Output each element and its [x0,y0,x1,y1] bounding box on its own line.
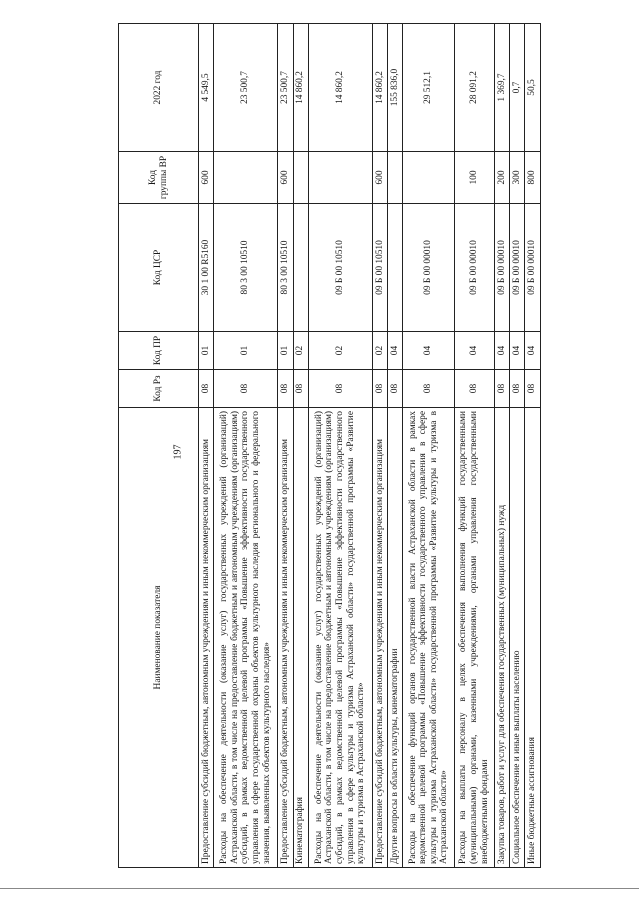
row-name: Закупка товаров, работ и услуг для обеспечения государственных (муниципальных) нужд [494,408,509,868]
row-pr: 04 [525,332,541,370]
row-csr: 30 1 00 R5160 [199,204,214,332]
row-vr [293,152,308,204]
rotated-table-container [118,24,541,868]
row-vr: 800 [525,152,541,204]
row-rz: 08 [308,370,372,408]
table-row [199,24,214,868]
row-amount: 23 500,7 [278,24,293,152]
row-csr [388,204,403,332]
table-row [510,24,525,868]
budget-table [118,23,541,868]
row-pr: 01 [278,332,293,370]
row-rz: 08 [388,370,403,408]
row-amount: 50,5 [525,24,541,152]
row-rz: 08 [510,370,525,408]
row-amount: 4 549,5 [199,24,214,152]
row-csr: 09 Б 00 00010 [494,204,509,332]
row-name: Предоставление субсидий бюджетным, автономным учреждениям и иным некоммерческим организациям [199,408,214,868]
table-row [278,24,293,868]
row-rz: 08 [278,370,293,408]
header-year: 2022 год [119,24,199,152]
row-name: Иные бюджетные ассигнования [525,408,541,868]
header-rz: Код Рз [119,370,199,408]
table-row [214,24,278,868]
row-csr: 09 Б 00 10510 [372,204,387,332]
row-name: Кинематография [293,408,308,868]
table-row [372,24,387,868]
table-row [455,24,495,868]
table-row [403,24,455,868]
row-name: Расходы на обеспечение деятельности (оказание услуг) государственных учреждений (организаций) Астраханской области, в том числе на предоставление бюджетным и автономным учреждениям (организациям) субсидий, в рамках ведомственной целевой программы «Повышение эффективности государственного управления в сфере культуры и туризма Астраханской области» государственной программы «Развитие культуры и туризма в Астраханской области» [308,408,372,868]
row-name: Другие вопросы в области культуры, кинематографии [388,408,403,868]
row-csr: 09 Б 00 00010 [455,204,495,332]
row-rz: 08 [199,370,214,408]
row-csr: 80 3 00 10510 [278,204,293,332]
row-amount: 155 836,0 [388,24,403,152]
row-amount: 29 512,1 [403,24,455,152]
row-pr: 02 [308,332,372,370]
header-name: Наименование показателя [119,408,199,868]
row-csr: 80 3 00 10510 [214,204,278,332]
row-pr: 04 [494,332,509,370]
header-vr: Код группы ВР [119,152,199,204]
row-vr [388,152,403,204]
row-name: Расходы на выплаты персоналу в целях обеспечения выполнения функций государственными (муниципальными) органами, казенными учреждениями, органами управления государственными внебюджетными фондами [455,408,495,868]
row-vr [308,152,372,204]
row-name: Расходы на обеспечение деятельности (оказание услуг) государственных учреждений (организаций) Астраханской области, в том числе на предоставление бюджетным и автономным учреждениям (организациям) субсидий, в рамках ведомственной целевой программы «Повышение эффективности государственного управления в сфере государственной охраны объектов культурного наследия регионального и федерального значения, выявленных объектов культурного наследия» [214,408,278,868]
row-vr: 300 [510,152,525,204]
table-row [293,24,308,868]
row-vr: 200 [494,152,509,204]
row-name: Социальное обеспечение и иные выплаты населению [510,408,525,868]
row-vr: 600 [278,152,293,204]
row-csr: 09 Б 00 00010 [525,204,541,332]
row-rz: 08 [372,370,387,408]
row-rz: 08 [214,370,278,408]
row-name: Предоставление субсидий бюджетным, автономным учреждениям и иным некоммерческим организациям [278,408,293,868]
row-vr [403,152,455,204]
row-rz: 08 [455,370,495,408]
table-row [308,24,372,868]
row-pr: 04 [510,332,525,370]
row-pr: 02 [372,332,387,370]
row-vr: 100 [455,152,495,204]
table-row [494,24,509,868]
row-rz: 08 [525,370,541,408]
row-amount: 23 500,7 [214,24,278,152]
page-bottom-rule [0,888,639,889]
row-pr: 01 [199,332,214,370]
row-amount: 1 369,7 [494,24,509,152]
row-rz: 08 [403,370,455,408]
row-amount: 28 091,2 [455,24,495,152]
row-vr: 600 [372,152,387,204]
page-number: 197 [172,444,184,460]
table-header-row [119,24,199,868]
row-name: Расходы на обеспечение функций органов государственной власти Астраханской области в рамках ведомственной целевой программы «Повышение эффективности государственного управления в сфере культуры и туризма Астраханской области» государственной программы «Развитие культуры и туризма в Астраханской области» [403,408,455,868]
row-rz: 08 [494,370,509,408]
row-vr [214,152,278,204]
row-pr: 04 [455,332,495,370]
table-row [388,24,403,868]
row-csr: 09 Б 00 10510 [308,204,372,332]
row-amount: 14 860,2 [372,24,387,152]
row-vr: 600 [199,152,214,204]
row-rz: 08 [293,370,308,408]
row-pr: 04 [403,332,455,370]
row-amount: 14 860,2 [293,24,308,152]
header-csr: Код ЦСР [119,204,199,332]
row-csr: 09 Б 00 00010 [403,204,455,332]
row-amount: 0,7 [510,24,525,152]
row-amount: 14 860,2 [308,24,372,152]
row-csr [293,204,308,332]
row-name: Предоставление субсидий бюджетным, автономным учреждениям и иным некоммерческим организациям [372,408,387,868]
row-pr: 01 [214,332,278,370]
row-pr: 02 [293,332,308,370]
table-row [525,24,541,868]
header-pr: Код ПР [119,332,199,370]
row-csr: 09 Б 00 00010 [510,204,525,332]
row-pr: 04 [388,332,403,370]
